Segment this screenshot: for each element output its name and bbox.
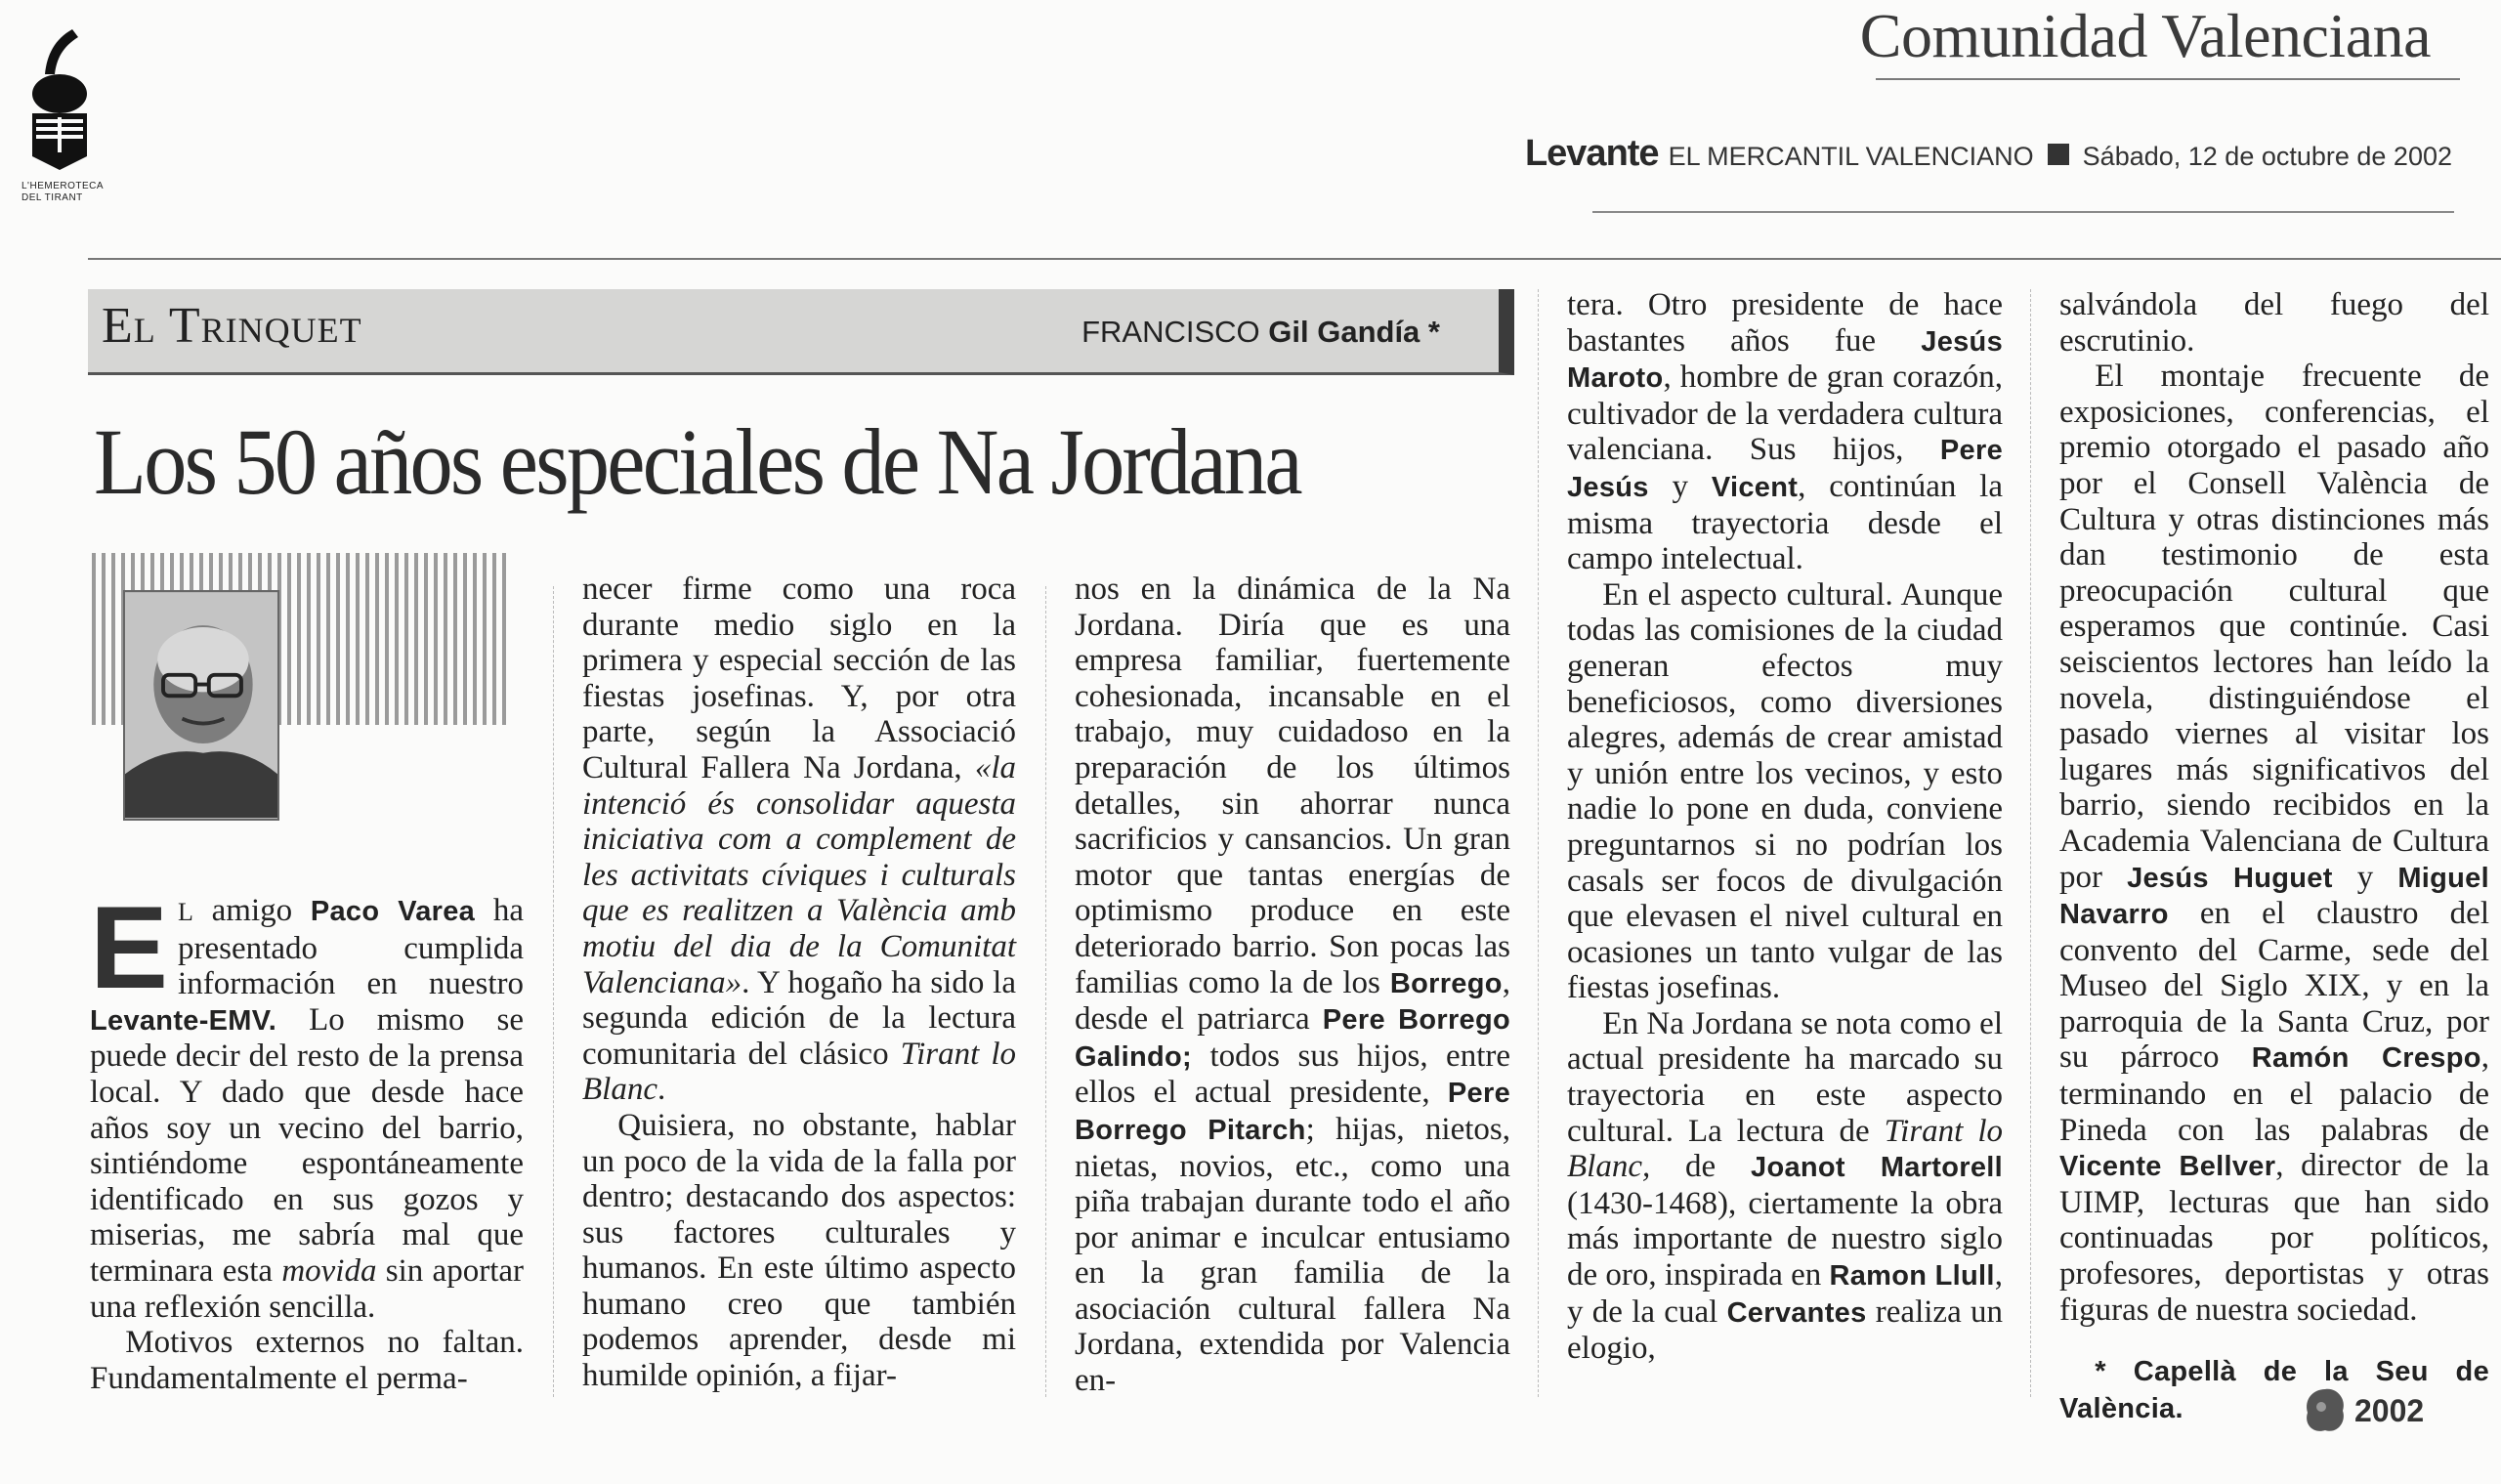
issue-date: Sábado, 12 de octubre de 2002	[2082, 142, 2452, 171]
article-column-4	[1567, 287, 2003, 1367]
masthead-rule	[1592, 211, 2454, 213]
column-separator	[1538, 289, 1539, 1397]
section-title: Comunidad Valenciana	[1859, 1, 2431, 70]
logo-caption-line1: L'HEMEROTECA	[21, 181, 105, 191]
column-banner	[88, 289, 1514, 375]
column-separator	[553, 586, 554, 1397]
paragraph: tera. Otro presidente de hace bastantes años fue Jesús Maroto, hombre de gran corazón, cultivador de la verdadera cultura valenciana. Sus hijos, Pere Jesús y Vicent, continúan la misma trayectoria desde el campo intelectual.	[1567, 287, 2003, 577]
hemeroteca-logo-icon	[25, 25, 94, 172]
section-rule	[1876, 78, 2460, 80]
paragraph: Motivos externos no faltan. Fundamentalmente el perma-	[90, 1325, 524, 1396]
paragraph: nos en la dinámica de la Na Jordana. Diría que es una empresa familiar, fuertemente cohesionada, incansable en el trabajo, muy cuidadoso en la preparación de los últimos detalles, sin ahorrar nunca sacrificios y cansancios. Un gran motor que tantas energías de optimismo produce en este deteriorado barrio. Son pocas las familias como la de los Borrego, desde el patriarca Pere Borrego Galindo; todos sus hijos, entre ellos el actual presidente, Pere Borrego Pitarch; hijas, nietos, nietas, novios, etc., como una piña trabajan durante todo el año por animar e inculcar entusiamo en la gran familia de la asociación cultural fallera Na Jordana, extendida por Valencia en-	[1075, 572, 1510, 1399]
column-name: El Trinquet	[102, 298, 362, 354]
author-first-name: FRANCISCO	[1081, 315, 1260, 349]
byline	[1081, 315, 1440, 350]
author-footnote-mark: *	[1427, 315, 1440, 349]
paragraph: Quisiera, no obstante, hablar un poco de la vida de la falla por dentro; destacando dos aspectos: sus factores culturales y humanos. En este último aspecto humano creo que también podemos aprender, desde mi humilde opinión, a fijar-	[582, 1107, 1016, 1394]
article-column-1	[90, 882, 524, 1396]
column-separator	[2030, 289, 2031, 1397]
paragraph: salvándola del fuego del escrutinio.	[2059, 287, 2489, 359]
author-last-name: Gil Gandía	[1268, 315, 1420, 349]
article-column-2	[582, 572, 1016, 1394]
page-rule	[88, 258, 2501, 260]
footer-year-label: 2002	[2354, 1392, 2425, 1428]
article-column-5	[2059, 287, 2489, 1426]
paragraph: En el aspecto cultural. Aunque todas las comisiones de la ciudad generan efectos muy beneficiosos, como diversiones alegres, además de crear amistad y unión entre los vecinos, y esto nadie lo pone en duda, conviene preguntarnos si no podrían los casals ser focos de divulgación que elevasen el nivel cultural en ocasiones un tanto vulgar de las fiestas josefinas.	[1567, 576, 2003, 1006]
square-bullet-icon	[2048, 144, 2069, 165]
footer-year	[2302, 1385, 2424, 1436]
portrait-icon	[125, 592, 277, 819]
author-portrait	[123, 590, 279, 821]
drop-cap: E	[90, 882, 169, 1013]
paragraph: En Na Jordana se nota como el actual presidente ha marcado su trayectoria en este aspecto cultural. La lectura de Tirant lo Blanc, de Joanot Martorell (1430-1468), ciertamente la obra más importante de nuestro siglo de oro, inspirada en Ramon Llull, y de la cual Cervantes realiza un elogio,	[1567, 1005, 2003, 1367]
paragraph: necer firme como una roca durante medio siglo en la primera y especial sección de las fiestas josefinas. Y, por otra parte, según la Associació Cultural Fallera Na Jordana, «la intenció és consolidar aquesta iniciativa com a complement de les activitats cíviques i culturals que es realitzen a València amb motiu del dia de la Comunitat Valenciana». Y hogaño ha sido la segunda edición de la lectura comunitaria del clásico Tirant lo Blanc.	[582, 572, 1016, 1108]
masthead	[1525, 133, 2452, 176]
logo-caption-line2: DEL TIRANT	[21, 192, 83, 203]
paper-subtitle: EL MERCANTIL VALENCIANO	[1668, 142, 2034, 171]
paper-name: Levante	[1524, 133, 1659, 174]
logo-caption	[21, 181, 119, 204]
author-footnote: * Capellà de la Seu de València.	[2059, 1356, 2489, 1424]
ink-stamp-icon	[2302, 1385, 2349, 1436]
hemeroteca-logo	[21, 25, 119, 204]
headline: Los 50 años especiales de Na Jordana	[94, 409, 1300, 514]
paragraph: El montaje frecuente de exposiciones, conferencias, el premio otorgado el pasado año por el Consell València de Cultura y otras distinciones más dan testimonio de esta preocupación cultural que esperamos que continúe. Casi seiscientos lectores han leído la novela, distinguiéndose el pasado viernes al visitar los lugares más significativos del barrio, siendo recibidos en la Academia Valenciana de Cultura por Jesús Huguet y Miguel Navarro en el claustro del convento del Carme, sede del Museo del Siglo XIX, y en la parroquia de la Santa Cruz, por su párroco Ramón Crespo, terminando en el palacio de Pineda con las palabras de Vicente Bellver, director de la UIMP, lecturas que han sido continuadas por políticos, profesores, deportistas y otras figuras de nuestra sociedad.	[2059, 359, 2489, 1328]
article-column-3	[1075, 572, 1510, 1399]
paragraph: E L amigo Paco Varea ha presentado cumplida información en nuestro Levante-EMV. Lo mismo se puede decir del resto de la prensa local. Y dado que desde hace años soy un vecino del barrio, sintiéndome espontáneamente identificado en sus gozos y miserias, me sabría mal que terminara esta movida sin aportar una reflexión sencilla.	[90, 882, 524, 1325]
column-separator	[1045, 586, 1046, 1397]
